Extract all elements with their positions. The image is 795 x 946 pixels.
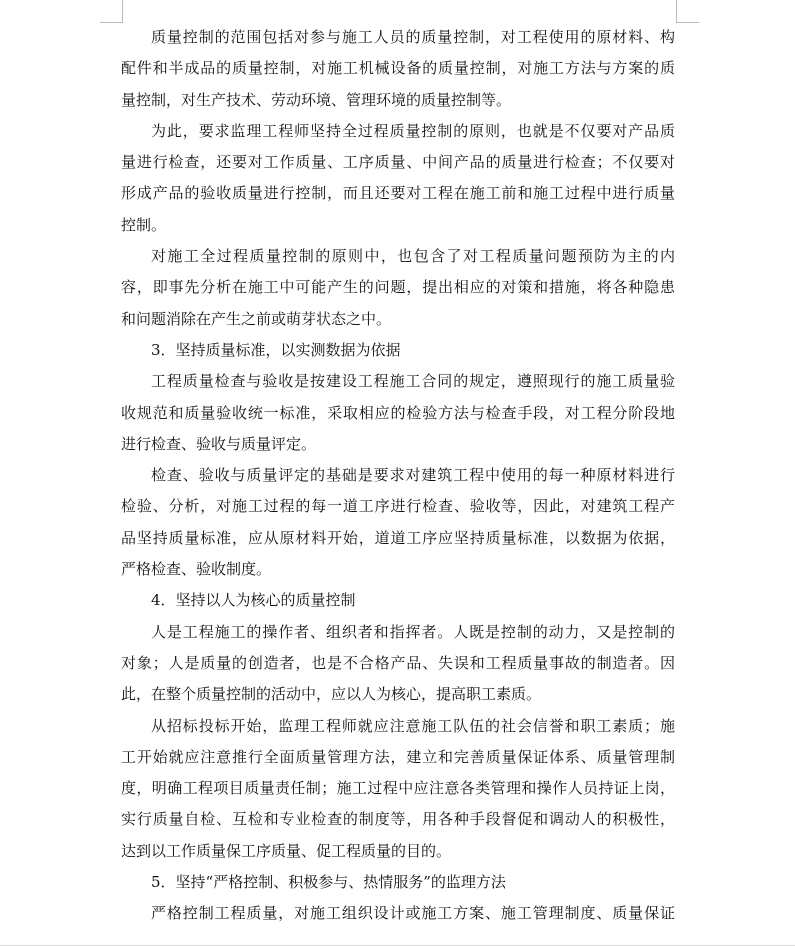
crop-mark-top-left xyxy=(100,0,123,23)
paragraph-line: 收规范和质量验收统一标准，采取相应的检验方法与检查手段，对工程分阶段地 xyxy=(121,403,675,422)
paragraph-line: 检验、分析，对施工过程的每一道工序进行检查、验收等，因此，对建筑工程产 xyxy=(121,497,675,516)
paragraph-line: 量控制，对生产技术、劳动环境、管理环境的质量控制等。 xyxy=(121,90,512,109)
document-body xyxy=(121,22,675,930)
paragraph-line: 从招标投标开始，监理工程师就应注意施工队伍的社会信誉和职工素质；施 xyxy=(151,716,675,735)
section-heading: 3．坚持质量标准，以实测数据为依据 xyxy=(151,340,401,359)
paragraph-line: 配件和半成品的质量控制，对施工机械设备的质量控制，对施工方法与方案的质 xyxy=(121,59,675,78)
paragraph xyxy=(121,460,675,585)
section-heading: 5．坚持“严格控制、积极参与、热情服务”的监理方法 xyxy=(151,873,506,892)
paragraph-line: 达到以工作质量保工序质量、促工程质量的目的。 xyxy=(121,841,452,860)
section-heading: 4．坚持以人为核心的质量控制 xyxy=(151,591,356,610)
paragraph-line: 和问题消除在产生之前或萌芽状态之中。 xyxy=(121,309,392,328)
paragraph-line: 工程质量检查与验收是按建设工程施工合同的规定，遵照现行的施工质量验 xyxy=(151,372,675,391)
paragraph-line: 实行质量自检、互检和专业检查的制度等，用各种手段督促和调动人的积极性， xyxy=(121,810,675,829)
paragraph-line: 人是工程施工的操作者、组织者和指挥者。人既是控制的动力，又是控制的 xyxy=(151,622,675,641)
paragraph xyxy=(121,366,675,460)
paragraph-line: 质量控制的范围包括对参与施工人员的质量控制，对工程使用的原材料、构 xyxy=(151,28,675,46)
paragraph xyxy=(121,617,675,711)
paragraph xyxy=(121,711,675,867)
paragraph xyxy=(121,241,675,335)
paragraph xyxy=(121,22,675,116)
paragraph-line: 量进行检查，还要对工作质量、工序质量、中间产品的质量进行检查；不仅要对 xyxy=(121,153,675,172)
paragraph-line: 控制。 xyxy=(121,215,167,234)
paragraph-line: 形成产品的验收质量进行控制，而且还要对工程在施工前和施工过程中进行质量 xyxy=(121,184,675,203)
paragraph-line: 此，在整个质量控制的活动中，应以人为核心，提高职工素质。 xyxy=(121,685,542,704)
paragraph-line: 检查、验收与质量评定的基础是要求对建筑工程中使用的每一种原材料进行 xyxy=(151,466,675,485)
paragraph-line: 品坚持质量标准，应从原材料开始，道道工序应坚持质量标准，以数据为依据， xyxy=(121,528,675,547)
crop-mark-top-right xyxy=(676,0,699,23)
paragraph-line: 容，即事先分析在施工中可能产生的问题，提出相应的对策和措施，将各种隐患 xyxy=(121,278,675,297)
paragraph-line: 对象；人是质量的创造者，也是不合格产品、失误和工程质量事故的制造者。因 xyxy=(121,653,675,672)
paragraph-line: 严格检查、验收制度。 xyxy=(121,560,272,579)
paragraph-line: 严格控制工程质量，对施工组织设计或施工方案、施工管理制度、质量保证 xyxy=(151,904,675,923)
paragraph-line: 进行检查、验收与质量评定。 xyxy=(121,434,317,453)
paragraph-line: 工开始就应注意推行全面质量管理方法，建立和完善质量保证体系、质量管理制 xyxy=(121,747,675,766)
paragraph-line: 对施工全过程质量控制的原则中，也包含了对工程质量问题预防为主的内 xyxy=(151,247,675,266)
paragraph-line: 度，明确工程项目质量责任制；施工过程中应注意各类管理和操作人员持证上岗， xyxy=(121,779,675,798)
paragraph xyxy=(121,898,675,929)
paragraph xyxy=(121,116,675,241)
paragraph-line: 为此，要求监理工程师坚持全过程质量控制的原则，也就是不仅要对产品质 xyxy=(151,121,675,140)
